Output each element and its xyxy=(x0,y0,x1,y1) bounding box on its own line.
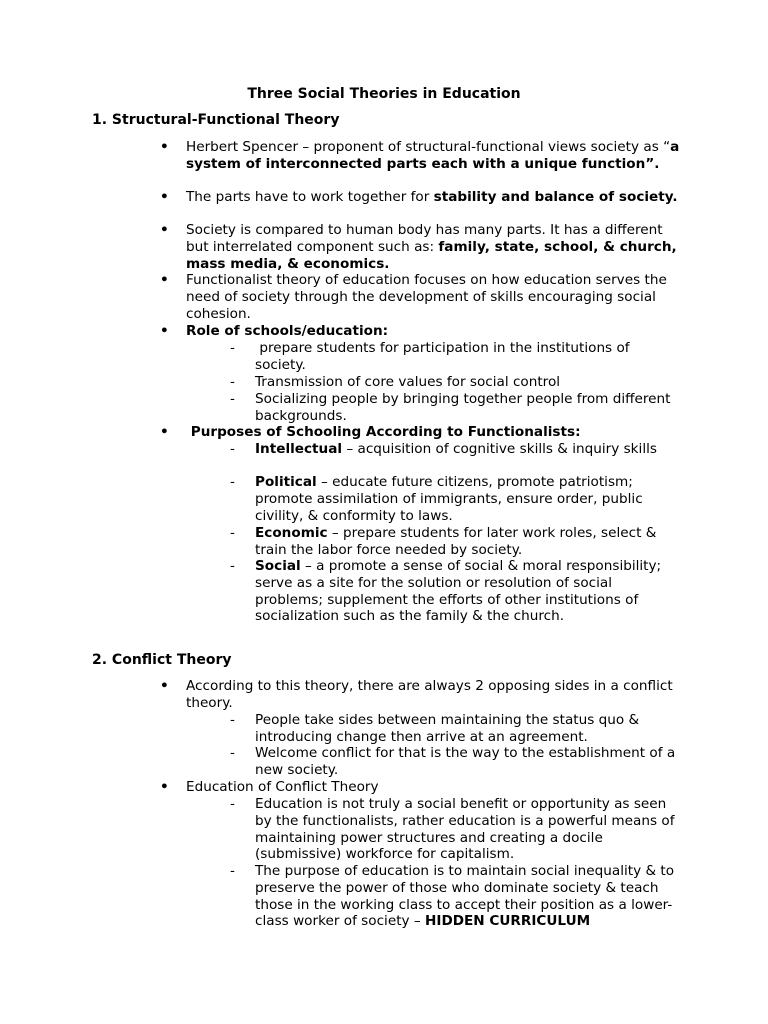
purpose-political: - Political – educate future citizens, promote patriotism; promote assimilation of immigrants, ensure order, public civility, & conformity to laws. xyxy=(230,474,643,524)
bullet-icon: • xyxy=(160,779,169,795)
bullet-education-of-conflict-theory: • Education of Conflict Theory xyxy=(160,779,379,795)
purpose-economic: - Economic – prepare students for later work roles, select & train the labor force needed by society. xyxy=(230,525,657,558)
bullet-icon: • xyxy=(160,139,169,155)
bullet-icon: • xyxy=(160,323,169,339)
bullet-purposes-of-schooling: • Purposes of Schooling According to Functionalists: xyxy=(160,424,581,440)
role-item-prepare: - prepare students for participation in the institutions of society. xyxy=(230,340,634,373)
dash-icon: - xyxy=(230,340,235,356)
role-item-socializing: - Socializing people by bringing together people from different backgrounds. xyxy=(230,391,671,424)
role-item-transmission: - Transmission of core values for social control xyxy=(230,374,561,390)
dash-icon: - xyxy=(230,796,235,812)
dash-icon: - xyxy=(230,525,235,541)
bullet-parts-work-together: • The parts have to work together for stability and balance of society. xyxy=(160,189,678,205)
dash-icon: - xyxy=(230,558,235,574)
section-heading-structural-functional: 1. Structural-Functional Theory xyxy=(92,112,340,128)
bullet-opposing-sides: • According to this theory, there are always 2 opposing sides in a conflict theory. xyxy=(160,678,673,711)
dash-icon: - xyxy=(230,374,235,390)
bullet-icon: • xyxy=(160,424,169,440)
dash-icon: - xyxy=(230,391,235,407)
dash-icon: - xyxy=(230,712,235,728)
bullet-icon: • xyxy=(160,189,169,205)
bullet-role-of-schools: • Role of schools/education: xyxy=(160,323,389,339)
dash-icon: - xyxy=(230,745,235,761)
dash-icon: - xyxy=(230,474,235,490)
conflict-item-welcome-conflict: - Welcome conflict for that is the way to the establishment of a new society. xyxy=(230,745,676,778)
dash-icon: - xyxy=(230,863,235,879)
purpose-intellectual: - Intellectual – acquisition of cognitive skills & inquiry skills xyxy=(230,441,657,457)
dash-icon: - xyxy=(230,441,235,457)
conflict-item-take-sides: - People take sides between maintaining the status quo & introducing change then arrive at an agreement. xyxy=(230,712,640,745)
bullet-icon: • xyxy=(160,678,169,694)
purpose-social: - Social – a promote a sense of social & moral responsibility; serve as a site for the solution or resolution of social problems; supplement the efforts of other institutions of socialization such as the family & the church. xyxy=(230,558,662,625)
section-heading-conflict-theory: 2. Conflict Theory xyxy=(92,652,232,668)
bullet-icon: • xyxy=(160,222,169,238)
bullet-society-human-body: • Society is compared to human body has many parts. It has a different but interrelated component such as: family, state, school, & church, mass media, & economics. xyxy=(160,222,677,272)
conflict-item-hidden-curriculum: - The purpose of education is to maintain social inequality & to preserve the power of those who dominate society & teach those in the working class to accept their position as a lower-class worker of society – HIDDEN CURRICULUM xyxy=(230,863,675,930)
document-title: Three Social Theories in Education xyxy=(247,86,521,102)
bullet-icon: • xyxy=(160,272,169,288)
bullet-functionalist-theory: • Functionalist theory of education focuses on how education serves the need of society through the development of skills encouraging social cohesion. xyxy=(160,272,667,322)
bullet-herbert-spencer: • Herbert Spencer – proponent of structural-functional views society as “a system of interconnected parts each with a unique function”. xyxy=(160,139,680,172)
conflict-item-not-social-benefit: - Education is not truly a social benefit or opportunity as seen by the functionalists, rather education is a powerful means of maintaining power structures and creating a docile (submissive) workforce for capitalism. xyxy=(230,796,675,863)
